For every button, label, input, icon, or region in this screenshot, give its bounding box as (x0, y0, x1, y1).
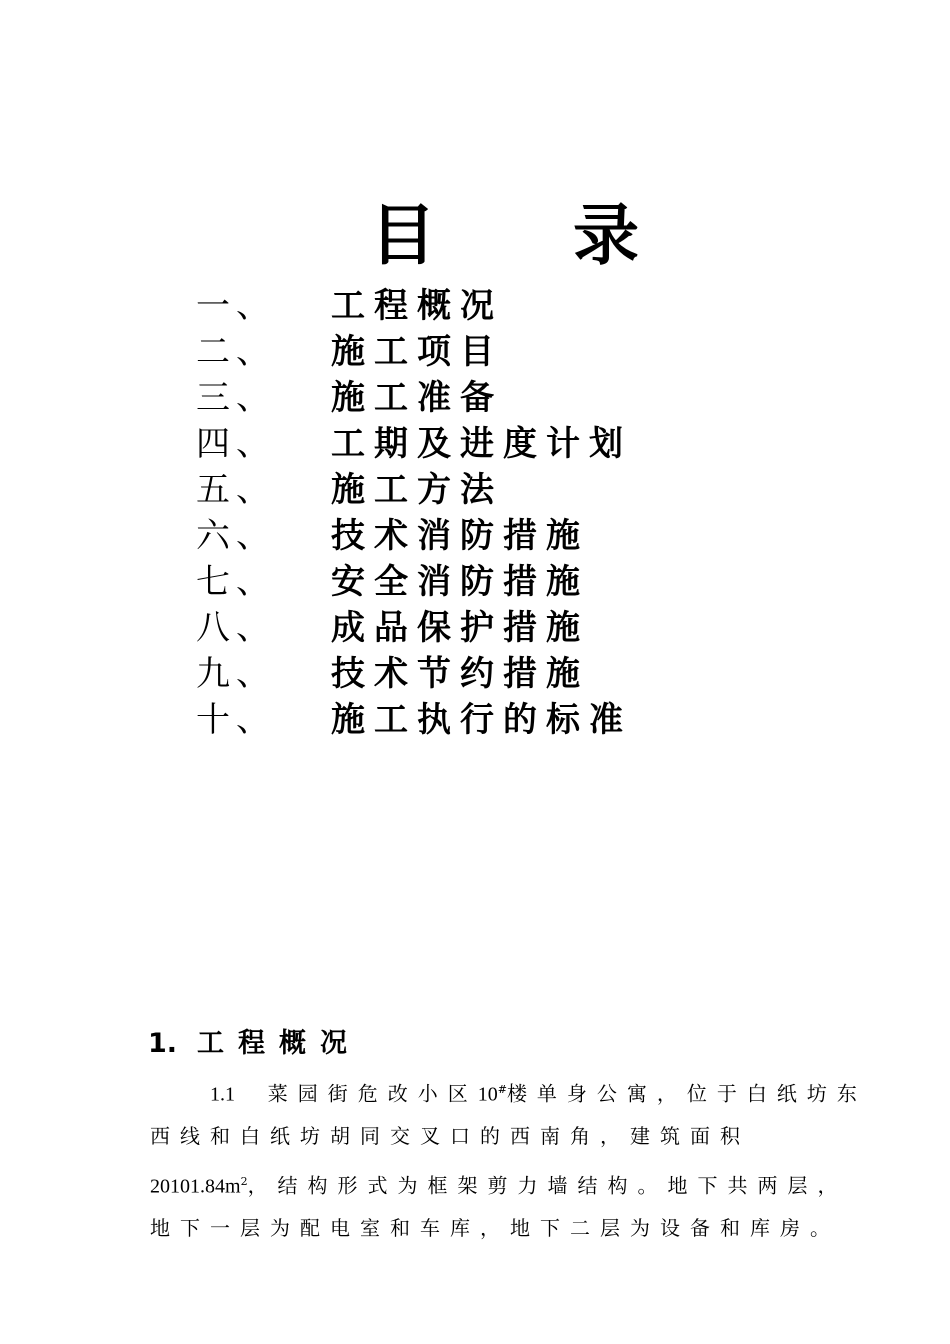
paragraph-line (150, 1113, 880, 1159)
paragraph-line (150, 1205, 880, 1251)
toc-item (196, 697, 796, 743)
paragraph-text: 西线和白纸坊胡同交叉口的西南角，建筑面积 (150, 1124, 750, 1148)
toc-item-number: 八、 (196, 608, 276, 648)
toc-item-text: 施工准备 (331, 378, 503, 418)
paragraph-text: ，结构形式为框架剪力墙结构。地下共两层， (247, 1173, 848, 1198)
toc-item (196, 329, 796, 375)
toc-title-char-2: 录 (573, 197, 639, 274)
paragraph-text: 地下一层为配电室和车库，地下二层为设备和库房。 (150, 1216, 840, 1240)
superscript: 2 (240, 1175, 248, 1188)
toc-item-number: 三、 (196, 378, 276, 418)
paragraph-line (150, 1159, 880, 1210)
toc-item-text: 施工执行的标准 (331, 700, 632, 740)
section-number: 1. (148, 1028, 178, 1059)
toc-item (196, 375, 796, 421)
paragraph-number: 10 (477, 1083, 498, 1106)
section-title: 工程概况 (197, 1028, 362, 1059)
paragraph-text: 菜园街危改小区 (267, 1081, 478, 1106)
toc-item-text: 技术节约措施 (331, 654, 589, 694)
toc-item-number: 二、 (196, 332, 276, 372)
toc-item-text: 安全消防措施 (331, 562, 589, 602)
subsection-number: 1.1 (210, 1083, 235, 1106)
toc-item-text: 工程概况 (331, 286, 503, 326)
toc-item-number: 九、 (196, 654, 276, 694)
toc-item-number: 一、 (196, 286, 276, 326)
toc-title-char-1: 目 (370, 197, 436, 274)
toc-item (196, 559, 796, 605)
paragraph-line (150, 1067, 880, 1118)
toc-item-number: 四、 (196, 424, 276, 464)
toc-item-text: 技术消防措施 (331, 516, 589, 556)
toc-item (196, 421, 796, 467)
toc-item-text: 成品保护措施 (331, 608, 589, 648)
toc-item-text: 工期及进度计划 (331, 424, 632, 464)
toc-item-text: 施工项目 (331, 332, 503, 372)
toc-item-number: 五、 (196, 470, 276, 510)
superscript: # (497, 1083, 507, 1096)
paragraph-number: 20101.84m (150, 1175, 241, 1198)
toc-item (196, 651, 796, 697)
paragraph-text: 楼单身公寓，位于白纸坊东 (506, 1081, 867, 1106)
toc-item (196, 605, 796, 651)
toc-item (196, 513, 796, 559)
toc-item (196, 283, 796, 329)
toc-item-number: 七、 (196, 562, 276, 602)
toc-item-number: 十、 (196, 700, 276, 740)
toc-list (196, 283, 796, 743)
section-heading (148, 1024, 361, 1064)
toc-item (196, 467, 796, 513)
toc-title (0, 196, 950, 276)
toc-item-number: 六、 (196, 516, 276, 556)
toc-item-text: 施工方法 (331, 470, 503, 510)
